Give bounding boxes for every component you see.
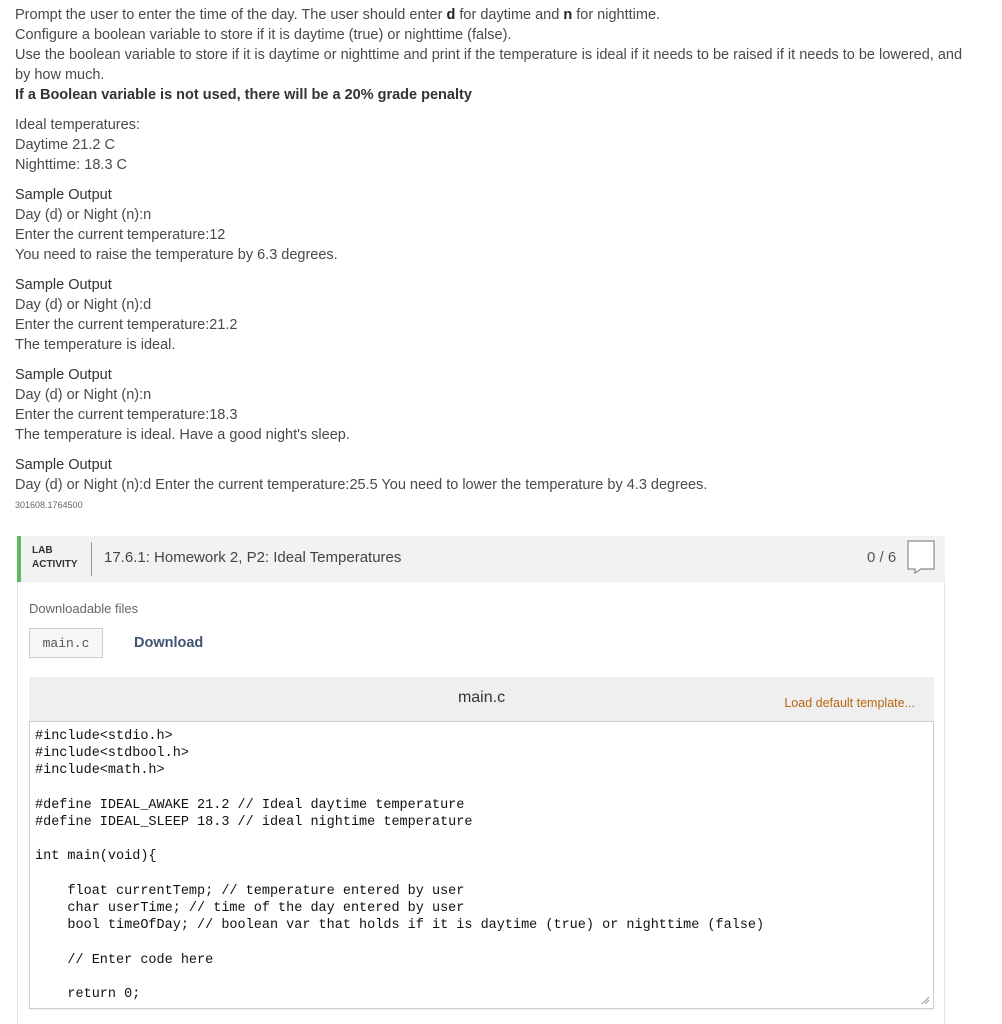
sample-output-3 bbox=[15, 365, 975, 445]
completion-badge-icon bbox=[907, 540, 935, 574]
lab-score: 0 / 6 bbox=[867, 549, 897, 566]
penalty-note: If a Boolean variable is not used, there will be a 20% grade penalty bbox=[15, 87, 472, 103]
sample-line: The temperature is ideal. bbox=[15, 337, 176, 353]
sample-line: Day (d) or Night (n):n bbox=[15, 387, 152, 403]
sample-line: Enter the current temperature:12 bbox=[15, 227, 226, 243]
load-default-template-link[interactable]: Load default template... bbox=[784, 696, 915, 710]
sample-line: You need to raise the temperature by 6.3 degrees. bbox=[15, 247, 338, 263]
sample-line: Enter the current temperature:21.2 bbox=[15, 317, 238, 333]
editor-filename: main.c bbox=[457, 689, 506, 706]
divider bbox=[91, 542, 92, 576]
editor-header bbox=[29, 677, 934, 721]
downloadable-files-label: Downloadable files bbox=[29, 601, 139, 616]
sample-line: Day (d) or Night (n):d Enter the current temperature:25.5 You need to lower the temperature by 4.3 degrees. bbox=[15, 477, 708, 493]
key-d: d bbox=[446, 7, 456, 23]
resize-grip-icon[interactable] bbox=[920, 995, 930, 1005]
prompt-line-1: Prompt the user to enter the time of the day. The user should enter d for daytime and n for nighttime. bbox=[15, 7, 661, 23]
ideal-night: Nighttime: 18.3 C bbox=[15, 157, 128, 173]
key-n: n bbox=[563, 7, 573, 23]
ideal-day: Daytime 21.2 C bbox=[15, 137, 115, 153]
lab-title: 17.6.1: Homework 2, P2: Ideal Temperatures bbox=[104, 549, 402, 566]
sample-line: Day (d) or Night (n):n bbox=[15, 207, 152, 223]
sample-output-1 bbox=[15, 185, 975, 265]
lab-activity-body bbox=[17, 582, 945, 1024]
prompt-line-3: Use the boolean variable to store if it is daytime or nighttime and print if the temperature is ideal if it needs to be raised if it needs to be lowered, and by how much. bbox=[15, 47, 963, 83]
sample-line: Day (d) or Night (n):d bbox=[15, 297, 152, 313]
instructions bbox=[15, 5, 975, 515]
code-editor[interactable] bbox=[29, 721, 934, 1009]
prompt-line-2: Configure a boolean variable to store if it is daytime (true) or nighttime (false). bbox=[15, 27, 512, 43]
sample-output-4 bbox=[15, 455, 975, 495]
code-text[interactable]: #include<stdio.h> #include<stdbool.h> #include<math.h> #define IDEAL_AWAKE 21.2 // Ideal daytime temperature #define IDEAL_SLEEP 18.3 // ideal nightime temperature int main(void){ float currentTemp; // temperature entered by user char userTime; // time of the day entered by user bool timeOfDay; // boolean var that holds if it is daytime (true) or nighttime (false) // Enter code here return 0; bbox=[35, 729, 765, 1003]
sample-heading: Sample Output bbox=[15, 457, 112, 473]
lab-activity-header bbox=[17, 536, 945, 582]
content-id: 301608.1764500 bbox=[15, 500, 83, 510]
sample-output-2 bbox=[15, 275, 975, 355]
file-main-c-button[interactable]: main.c bbox=[29, 628, 103, 658]
download-link[interactable]: Download bbox=[134, 635, 204, 651]
sample-line: The temperature is ideal. Have a good night's sleep. bbox=[15, 427, 350, 443]
sample-heading: Sample Output bbox=[15, 367, 112, 383]
sample-heading: Sample Output bbox=[15, 187, 112, 203]
ideal-heading: Ideal temperatures: bbox=[15, 117, 140, 133]
sample-heading: Sample Output bbox=[15, 277, 112, 293]
sample-line: Enter the current temperature:18.3 bbox=[15, 407, 238, 423]
lab-activity-tag: LAB ACTIVITY bbox=[32, 545, 78, 570]
